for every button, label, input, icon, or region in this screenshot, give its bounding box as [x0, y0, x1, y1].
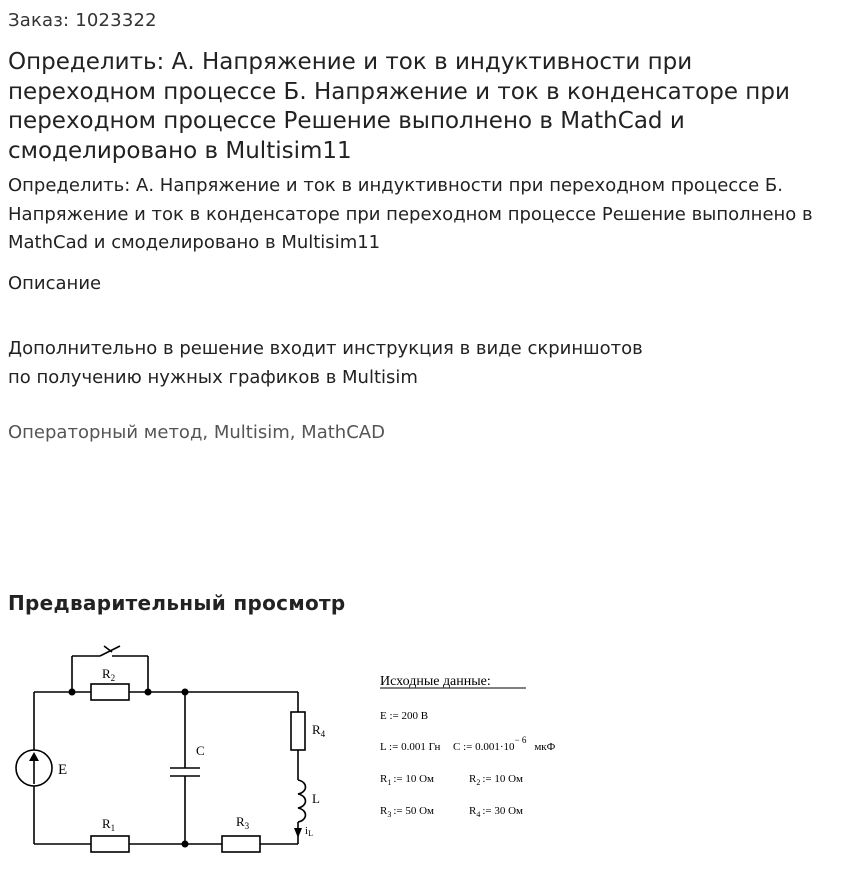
given-heading: Исходные данные:: [380, 674, 491, 689]
given-r3: $R_3$ := 50 Ом: [380, 805, 435, 819]
description-line-2: по получению нужных графиков в Multisim: [8, 367, 418, 388]
given-r2: $R_2$ := 10 Ом: [469, 773, 524, 787]
current-arrow-icon: [294, 828, 302, 838]
given-e: E := 200 В: [380, 710, 429, 722]
resistor-r3: [222, 836, 260, 852]
circuit-wires: [34, 656, 298, 844]
page-title: Определить: А. Напряжение и ток в индуктивности при переходном процессе Б. Напряжение и ток в конденсаторе при переходном процессе Решение выполнено в MathCad и смоделировано в Multisim11: [8, 49, 790, 164]
given-r1: $R_1$ := 10 Ом: [380, 773, 435, 787]
capacitor-symbol: [170, 768, 200, 776]
resistor-r4: [291, 712, 305, 750]
given-l: L := 0.001 Гн: [380, 741, 441, 753]
label-r4: $R_4$: [312, 722, 326, 739]
order-number: Заказ: 1023322: [8, 10, 157, 31]
label-r1: $R_1$: [102, 816, 116, 833]
given-r4: $R_4$ := 30 Ом: [469, 805, 524, 819]
summary-text: Определить: А. Напряжение и ток в индуктивности при переходном процессе Б. Напряжение и ток в конденсаторе при переходном процессе Решение выполнено в MathCad и смоделировано в Multisim11: [8, 175, 813, 253]
given-data-block: [380, 674, 556, 819]
voltage-source-icon: [16, 750, 52, 786]
label-r2: $R_2$: [102, 666, 116, 683]
preview-heading: Предварительный просмотр: [8, 591, 346, 615]
label-e: E: [58, 762, 68, 778]
label-c: C: [196, 743, 205, 758]
label-r3: $R_3$: [236, 814, 250, 831]
switch-symbol: [100, 646, 120, 656]
inductor-symbol: [298, 780, 306, 822]
given-c: C := $0.001\cdot 10^{- 6}мкФ$: [453, 735, 556, 753]
label-l: L: [312, 791, 320, 806]
resistor-r2: [91, 684, 129, 700]
resistor-r1: [91, 836, 129, 852]
description-heading: Описание: [8, 273, 102, 294]
preview-image: [8, 632, 638, 867]
description-line-1: Дополнительно в решение входит инструкция в виде скриншотов: [8, 338, 643, 359]
circuit-diagram: [8, 632, 638, 867]
tags-list: Операторный метод, Multisim, MathCAD: [8, 422, 385, 443]
description-text: [8, 334, 708, 392]
label-il: iL: [305, 825, 313, 838]
